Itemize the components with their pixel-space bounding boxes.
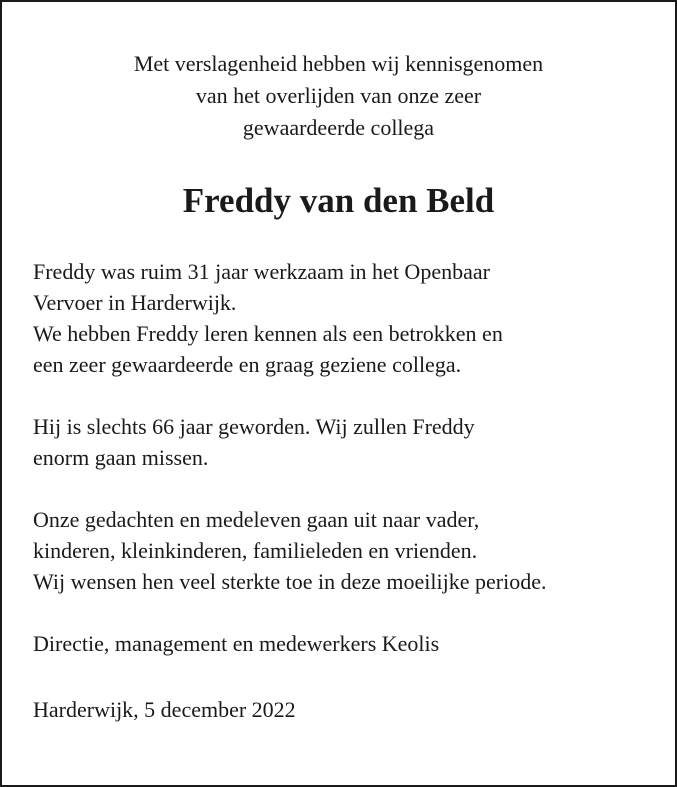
signature: Directie, management en medewerkers Keolis bbox=[33, 631, 440, 656]
paragraph-condolences bbox=[33, 504, 655, 597]
body-line: kinderen, kleinkinderen, familieleden en vrienden. bbox=[33, 538, 478, 563]
deceased-name: Freddy van den Beld bbox=[182, 181, 495, 220]
body-line: Hij is slechts 66 jaar geworden. Wij zullen Freddy bbox=[33, 414, 475, 439]
body-line: Wij wensen hen veel sterkte toe in deze moeilijke periode. bbox=[33, 569, 547, 594]
notice-body bbox=[33, 256, 655, 725]
intro-line: Met verslagenheid hebben wij kennisgenomen bbox=[133, 51, 544, 76]
paragraph-age bbox=[33, 411, 655, 473]
place-date: Harderwijk, 5 december 2022 bbox=[33, 697, 296, 722]
body-line: een zeer gewaardeerde en graag geziene collega. bbox=[33, 352, 462, 377]
body-line: enorm gaan missen. bbox=[33, 445, 209, 470]
body-line: We hebben Freddy leren kennen als een betrokken en bbox=[33, 321, 503, 346]
paragraph-career bbox=[33, 256, 655, 380]
body-line: Freddy was ruim 31 jaar werkzaam in het Openbaar bbox=[33, 259, 490, 284]
intro-line: gewaardeerde collega bbox=[242, 115, 435, 140]
body-line: Onze gedachten en medeleven gaan uit naar vader, bbox=[33, 507, 480, 532]
intro-text bbox=[2, 48, 675, 144]
intro-line: van het overlijden van onze zeer bbox=[195, 83, 482, 108]
body-line: Vervoer in Harderwijk. bbox=[33, 290, 237, 315]
